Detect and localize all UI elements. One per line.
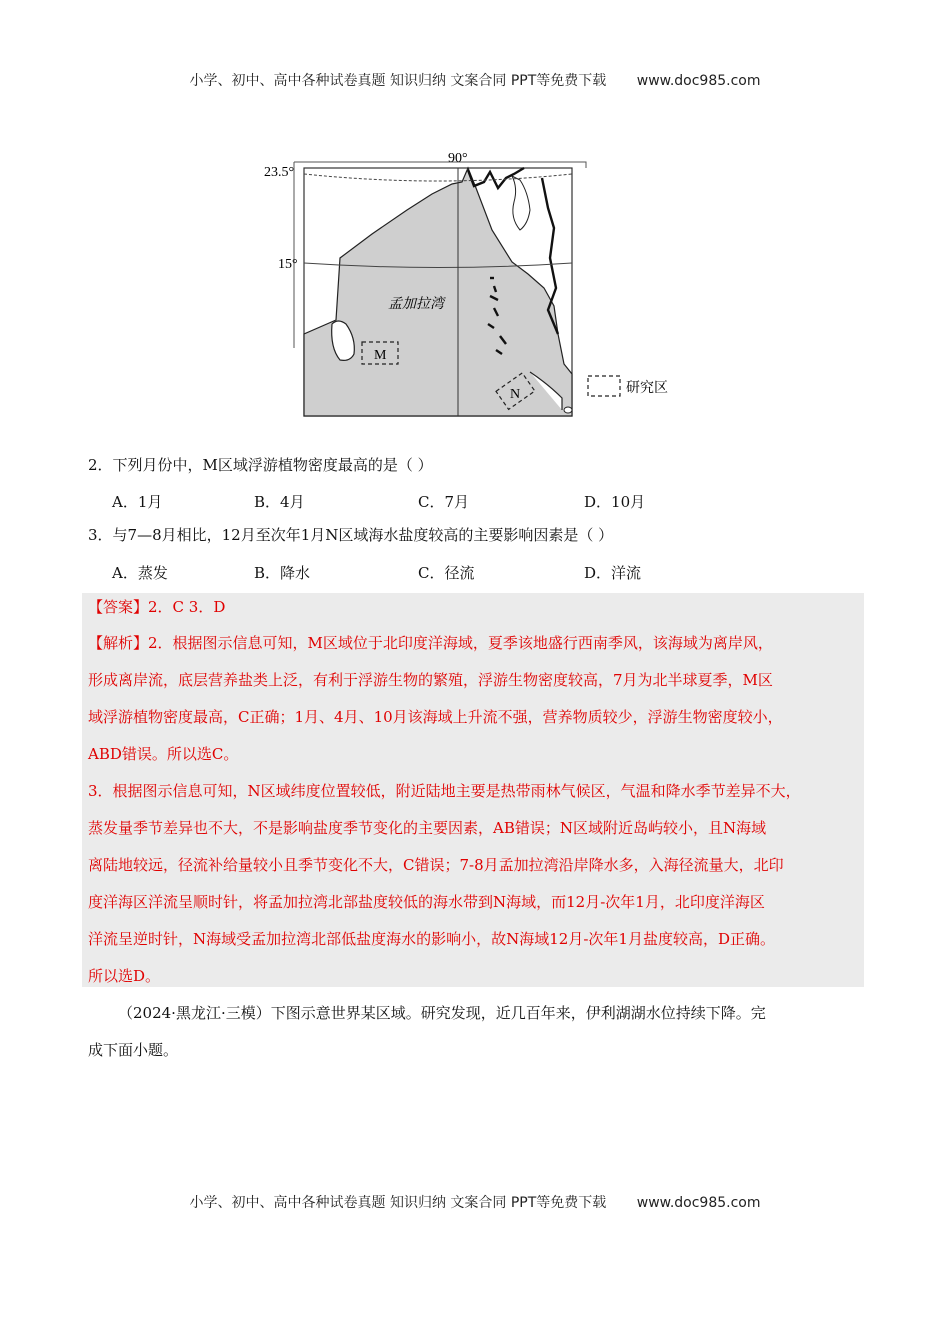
box-m-label: M bbox=[374, 348, 387, 363]
question-3-stem: 3．与7—8月相比，12月至次年1月N区域海水盐度较高的主要影响因素是（ ） bbox=[88, 526, 614, 544]
legend-box bbox=[588, 376, 620, 396]
analysis-line-3: 域浮游植物密度最高，C正确；1月、4月、10月该海域上升流不强，营养物质较少，浮游生物密度较小， bbox=[88, 708, 783, 726]
q2-option-b[interactable]: B．4月 bbox=[254, 493, 305, 511]
page-header bbox=[0, 70, 950, 90]
analysis-line-7: 离陆地较远，径流补给量较小且季节变化不大，C错误；7-8月孟加拉湾沿岸降水多，入海径流量大，北印 bbox=[88, 856, 784, 874]
analysis-line-6: 蒸发量季节差异也不大，不是影响盐度季节变化的主要因素，AB错误；N区域附近岛屿较小，且N海域 bbox=[88, 819, 767, 837]
lon-90-label: 90° bbox=[448, 151, 468, 166]
analysis-line-5: 3．根据图示信息可知，N区域纬度位置较低，附近陆地主要是热带雨林气候区，气温和降水季节差异不大， bbox=[88, 782, 801, 800]
lat-15-label: 15° bbox=[278, 257, 298, 272]
analysis-tag: 【解析】 bbox=[88, 634, 149, 652]
analysis-line-8: 度洋海区洋流呈顺时针，将孟加拉湾北部盐度较低的海水带到N海域，而12月-次年1月，北印度洋海区 bbox=[88, 893, 765, 911]
q2-option-a[interactable]: A．1月 bbox=[112, 493, 163, 511]
intro-line-2: 成下面小题。 bbox=[88, 1041, 179, 1059]
analysis-line-9: 洋流呈逆时针，N海域受孟加拉湾北部低盐度海水的影响小，故N海域12月-次年1月盐度较高，D正确。 bbox=[88, 930, 775, 948]
q3-option-d[interactable]: D．洋流 bbox=[584, 564, 642, 582]
bay-of-bengal-label: 孟加拉湾 bbox=[388, 296, 444, 312]
analysis-line-2: 形成离岸流，底层营养盐类上泛，有利于浮游生物的繁殖，浮游生物密度较高，7月为北半球夏季，M区 bbox=[88, 671, 773, 689]
q3-option-c[interactable]: C．径流 bbox=[418, 564, 475, 582]
q2-option-c[interactable]: C．7月 bbox=[418, 493, 470, 511]
q3-option-a[interactable]: A．蒸发 bbox=[112, 564, 168, 582]
footer-url[interactable]: www.doc985.com bbox=[636, 1195, 761, 1211]
intro-line-1: （2024·黑龙江·三模）下图示意世界某区域。研究发现，近几百年来，伊利湖湖水位持续下降。完 bbox=[118, 1004, 766, 1022]
answer-line bbox=[88, 596, 225, 618]
answer-tag: 【答案】 bbox=[88, 598, 149, 616]
question-2-stem: 2．下列月份中，M区域浮游植物密度最高的是（ ） bbox=[88, 456, 433, 474]
footer-text: 小学、初中、高中各种试卷真题 知识归纳 文案合同 PPT等免费下载 bbox=[189, 1195, 607, 1211]
page-footer bbox=[0, 1192, 950, 1212]
header-text: 小学、初中、高中各种试卷真题 知识归纳 文案合同 PPT等免费下载 bbox=[189, 73, 607, 89]
bay-of-bengal-map bbox=[262, 148, 702, 420]
box-n-label: N bbox=[510, 387, 521, 402]
legend-label: 研究区 bbox=[626, 380, 668, 396]
header-url[interactable]: www.doc985.com bbox=[636, 73, 761, 89]
analysis-line-4: ABD错误。所以选C。 bbox=[88, 745, 239, 763]
q2-option-d[interactable]: D．10月 bbox=[584, 493, 646, 511]
analysis-line-1: 【解析】2．根据图示信息可知，M区域位于北印度洋海域，夏季该地盛行西南季风，该海域为离岸风， bbox=[88, 634, 773, 652]
lat-23-5-label: 23.5° bbox=[264, 165, 295, 180]
q3-option-b[interactable]: B．降水 bbox=[254, 564, 311, 582]
answer-text: 2．C 3．D bbox=[148, 598, 226, 616]
analysis-line-10: 所以选D。 bbox=[88, 967, 161, 985]
